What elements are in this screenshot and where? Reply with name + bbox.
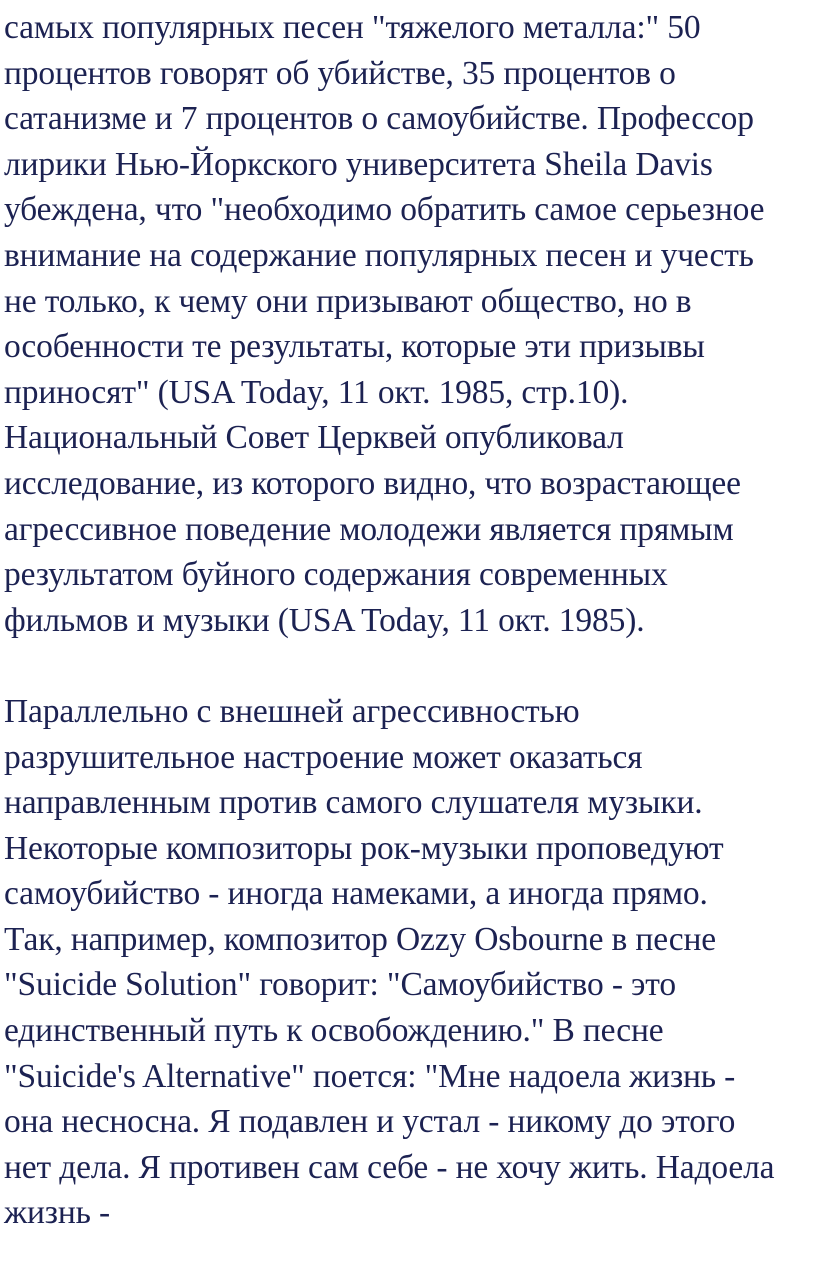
text-line: "Suicide's Alternative" поется: "Мне надоела жизнь - [4,1057,736,1095]
text-line: процентов говорят об убийстве, 35 процентов о [4,54,676,92]
text-line: она несносна. Я подавлен и устал - никому до этого [4,1103,736,1141]
text-line: результатом буйного содержания современных [4,556,668,594]
text-line: Так, например, композитор Ozzy Osbourne в песне [4,920,716,958]
text-line: внимание на содержание популярных песен и учесть [4,236,754,274]
text-line: разрушительное настроение может оказаться [4,738,643,776]
text-line: агрессивное поведение молодежи является прямым [4,510,734,548]
text-line: сатанизме и 7 процентов о самоубийстве. Профессор [4,100,754,138]
text-line: Национальный Совет Церквей опубликовал [4,419,624,457]
text-line: особенности те результаты, которые эти призывы [4,328,705,366]
text-line: фильмов и музыки (USA Today, 11 окт. 1985). [4,601,645,639]
paragraph-heavy-metal-statistics [4,5,816,643]
text-line: самоубийство - иногда намеками, а иногда прямо. [4,875,708,913]
text-line: приносят" (USA Today, 11 окт. 1985, стр.10). [4,373,629,411]
text-line: "Suicide Solution" говорит: "Самоубийство - это [4,966,676,1004]
text-line: нет дела. Я противен сам себе - не хочу жить. Надоела [4,1148,775,1186]
text-line: исследование, из которого видно, что возрастающее [4,464,741,502]
text-line: единственный путь к освобождению." В песне [4,1012,664,1050]
text-line: самых популярных песен "тяжелого металла:" 50 [4,9,701,46]
text-line: направленным против самого слушателя музыки. [4,784,703,822]
text-line: лирики Нью-Йоркского университета Sheila Davis [4,145,713,183]
text-line: не только, к чему они призывают общество, но в [4,282,692,320]
text-line: жизнь - [4,1194,110,1232]
paragraph-suicide-lyrics [4,689,816,1236]
text-line: Параллельно с внешней агрессивностью [4,692,580,730]
text-line: Некоторые композиторы рок-музыки проповедуют [4,829,724,867]
text-line: убеждена, что "необходимо обратить самое серьезное [4,191,765,229]
paragraph-spacer [4,643,816,689]
